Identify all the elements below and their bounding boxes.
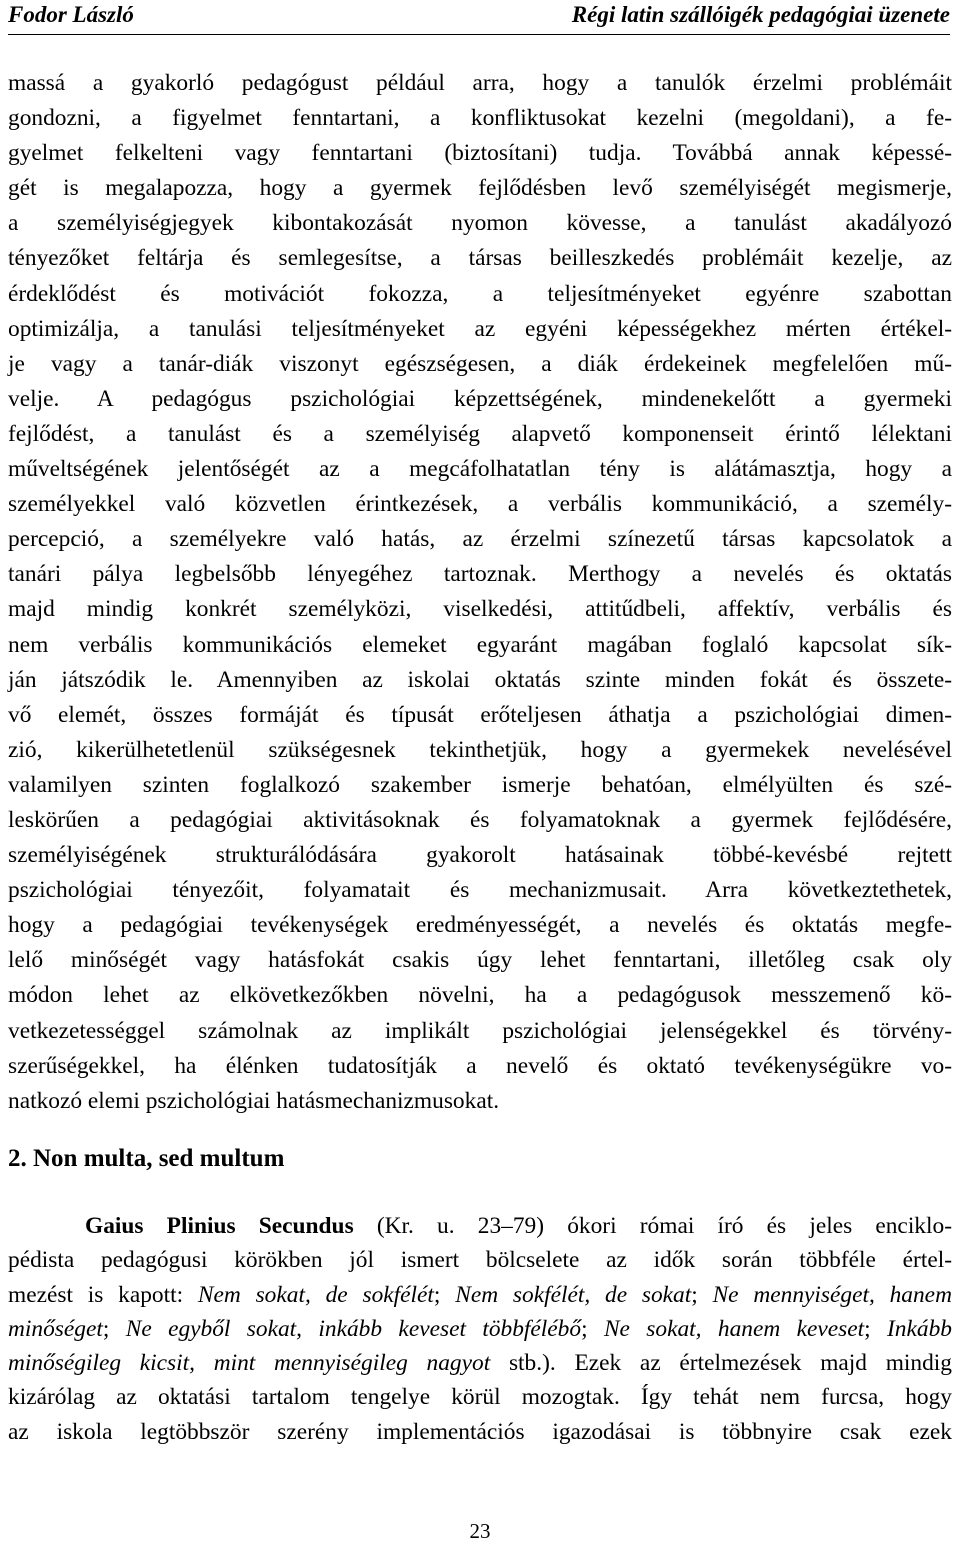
paragraph-1-line: lelő minőségét vagy hatásfokát csakis úgy lehet fenntartani, illetőleg csak oly — [8, 947, 952, 974]
text-run: ; — [691, 1281, 713, 1308]
italic-quote: Nem sokat, de sokfélét — [197, 1281, 434, 1308]
paragraph-1-line: tényezőket feltárja és semlegesítse, a társas beilleszkedés problémáit kezelje, az — [8, 245, 952, 272]
paragraph-1-line: személyekkel való közvetlen érintkezések, a verbális kommunikáció, a személy- — [8, 491, 952, 518]
paragraph-1-line: valamilyen szinten foglalkozó szakember ismerje behatóan, elmélyülten és szé- — [8, 771, 952, 798]
paragraph-1 — [8, 66, 952, 1119]
paragraph-1-line: hogy a pedagógiai tevékenységek eredményességét, a nevelés és oktatás megfe- — [8, 912, 952, 939]
paragraph-2-line: pédista pedagógusi körökben jól ismert bölcselete az idők során többféle értel- — [8, 1247, 952, 1274]
paragraph-1-line: percepció, a személyekre való hatás, az érzelmi színezetű társas kapcsolatok a — [8, 526, 952, 553]
italic-quote: minőségileg kicsit, mint mennyiségileg nagyot — [8, 1350, 491, 1377]
paragraph-2-line — [8, 1346, 952, 1380]
paragraph-1-line: fejlődést, a tanulást és a személyiség alapvető komponenseit érintő lélektani — [8, 420, 952, 447]
header-author: Fodor László — [8, 2, 134, 27]
paragraph-1-line: személyiségének strukturálódására gyakorolt hatásainak többé-kevésbé rejtett — [8, 842, 952, 869]
paragraph-1-line: pszichológiai tényezőit, folyamatait és mechanizmusait. Arra következtethetek, — [8, 877, 952, 904]
italic-quote: minőséget — [8, 1315, 103, 1342]
paragraph-1-line: a személyiségjegyek kibontakozását nyomon kövesse, a tanulást akadályozó — [8, 210, 952, 237]
italic-quote: Ne sokat, hanem keveset — [603, 1315, 865, 1342]
author-name-bold: Gaius Plinius Secundus — [85, 1213, 354, 1239]
paragraph-2-line — [8, 1278, 952, 1312]
text-run: ; — [581, 1315, 604, 1342]
text-run: stb.). Ezek az értelmezések majd mindig — [490, 1350, 953, 1377]
paragraph-1-line: optimizálja, a tanulási teljesítményeket az egyéni képességekhez mérten értékel- — [8, 315, 952, 342]
paragraph-1-line: zió, kikerülhetetlenül szükségesnek tekinthetjük, hogy a gyermekek nevelésével — [8, 736, 952, 763]
text-run: ; — [102, 1315, 126, 1342]
paragraph-1-line: gét is megalapozza, hogy a gyermek fejlődésben levő személyiségét megismerje, — [8, 175, 952, 202]
paragraph-1-line: nem verbális kommunikációs elemeket egyaránt magában foglaló kapcsolat sík- — [8, 631, 952, 658]
paragraph-1-line: majd mindig konkrét személyközi, viselkedési, attitűdbeli, affektív, verbális és — [8, 596, 952, 623]
paragraph-1-line: ján játszódik le. Amennyiben az iskolai oktatás szinte minden fokát és összete- — [8, 666, 952, 693]
paragraph-2-line — [8, 1312, 952, 1346]
paragraph-2-line — [8, 1209, 952, 1243]
paragraph-1-line: je vagy a tanár-diák viszonyt egészségesen, a diák érdekeinek megfelelően mű- — [8, 350, 952, 377]
italic-quote: Ne egyből sokat, inkább keveset többfélébő — [125, 1315, 582, 1342]
text-run: (Kr. u. 23–79) ókori római író és jeles enciklo- — [353, 1213, 952, 1239]
italic-quote: Inkább — [887, 1315, 952, 1342]
paragraph-1-line: érdeklődést és motivációt fokozza, a teljesítményeket egyénre szabottan — [8, 280, 952, 307]
paragraph-2 — [8, 1209, 952, 1449]
paragraph-1-line: velje. A pedagógus pszichológiai képzettségének, mindenekelőtt a gyermeki — [8, 385, 952, 412]
text-run: mezést is kapott: — [8, 1281, 198, 1308]
paragraph-1-line: tanári pálya legbelsőbb lényegéhez tartoznak. Merthogy a nevelés és oktatás — [8, 561, 952, 588]
paragraph-2-line: az iskola legtöbbször szerény implementációs igazodásai is többnyire csak ezek — [8, 1418, 952, 1445]
italic-quote: Nem sokfélét, de sokat — [455, 1281, 692, 1308]
header-title: Régi latin szállóigék pedagógiai üzenete — [571, 2, 950, 27]
paragraph-1-line: vetkezetességgel számolnak az implikált pszichológiai jelenségekkel és törvény- — [8, 1017, 952, 1044]
paragraph-1-line: szerűségekkel, ha élénken tudatosítják a nevelő és oktató tevékenységükre vo- — [8, 1052, 952, 1079]
text-run: ; — [433, 1281, 456, 1308]
paragraph-1-line: gondozni, a figyelmet fenntartani, a konfliktusokat kezelni (megoldani), a fe- — [8, 105, 952, 132]
paragraph-1-line: gyelmet felkelteni vagy fenntartani (biztosítani) tudja. Továbbá annak képessé- — [8, 140, 952, 167]
paragraph-1-line: módon lehet az elkövetkezőkben növelni, ha a pedagógusok messzemenő kö- — [8, 982, 952, 1009]
italic-quote: Ne mennyiséget, hanem — [712, 1281, 952, 1308]
section-heading: 2. Non multa, sed multum — [8, 1145, 285, 1172]
running-header — [8, 0, 950, 35]
paragraph-2-line: kizárólag az oktatási tartalom tengelye körül mozogtak. Így tehát nem furcsa, hogy — [8, 1384, 952, 1411]
page-number: 23 — [469, 1519, 491, 1543]
text-run: ; — [864, 1315, 888, 1342]
paragraph-1-line: vő elemét, összes formáját és típusát erőteljesen áthatja a pszichológiai dimen- — [8, 701, 952, 728]
paragraph-1-line: műveltségének jelentőségét az a megcáfolhatatlan tény is alátámasztja, hogy a — [8, 456, 952, 483]
paragraph-1-line: massá a gyakorló pedagógust például arra, hogy a tanulók érzelmi problémáit — [8, 70, 952, 96]
paragraph-1-line: natkozó elemi pszichológiai hatásmechanizmusokat. — [8, 1087, 500, 1114]
paragraph-1-line: leskörűen a pedagógiai aktivitásoknak és folyamatoknak a gyermek fejlődésére, — [8, 806, 952, 833]
